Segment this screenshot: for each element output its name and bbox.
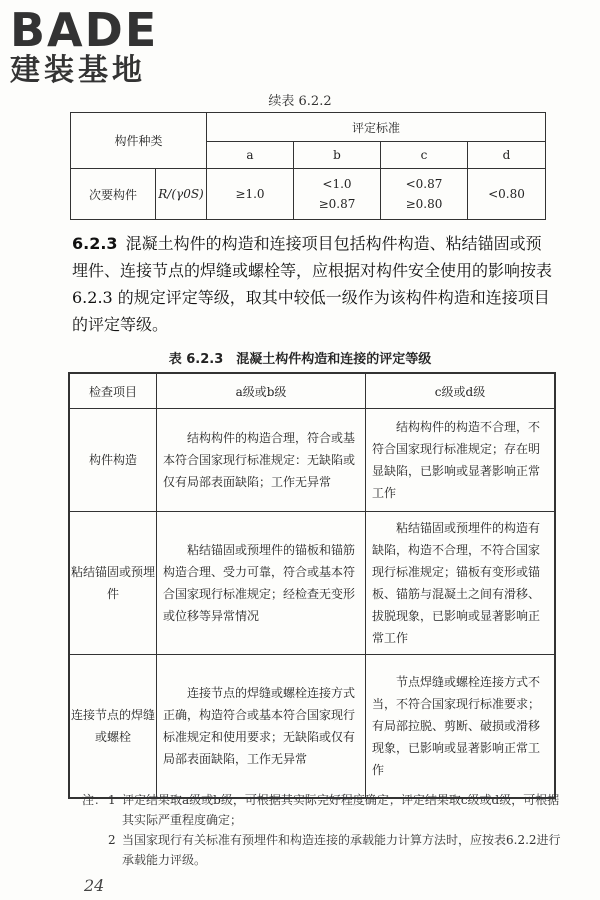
grade-ab-text: 粘结锚固或预埋件的锚板和锚筋构造合理、受力可靠，符合或基本符合国家现行标准规定；经检查无变形或位移等异常情况 <box>157 512 366 655</box>
header-check-item: 检查项目 <box>69 373 157 409</box>
brand-logo <box>10 3 180 88</box>
table2-caption: 表 6.2.3 混凝土构件构造和连接的评定等级 <box>168 352 432 367</box>
grade-a-header: a <box>207 142 294 169</box>
table1-caption: 续表 6.2.2 <box>268 94 332 109</box>
criteria-table <box>70 112 546 220</box>
grade-d-header: d <box>468 142 546 169</box>
grade-a-cell: ≥1.0 <box>207 169 294 220</box>
clause-text: 混凝土构件的构造和连接项目包括构件构造、粘结锚固或预埋件、连接节点的焊缝或螺栓等，应根据对构件安全使用的影响按表 6.2.3 的规定评定等级，取其中较低一级作为该构件构造和连接项目的评定等级。 <box>72 234 553 334</box>
grade-c-cell <box>381 169 468 220</box>
grade-b-cell <box>294 169 381 220</box>
grade-b-header: b <box>294 142 381 169</box>
header-grade-ab: a级或b级 <box>157 373 366 409</box>
check-item: 连接节点的焊缝或螺栓 <box>69 655 157 799</box>
grade-b-upper: <1.0 <box>322 177 352 191</box>
note-number: 1 <box>108 793 116 807</box>
header-grade-cd: c级或d级 <box>366 373 556 409</box>
grade-b-lower: ≥0.87 <box>318 197 356 211</box>
table-notes <box>82 790 562 870</box>
check-item: 构件构造 <box>69 409 157 512</box>
note-text: 评定结果取a级或b级，可根据其实际完好程度确定；评定结果取c级或d级，可根据其实际严重程度确定； <box>122 793 560 827</box>
grade-cd-text: 结构构件的构造不合理，不符合国家现行标准规定；存在明显缺陷，已影响或显著影响正常工作 <box>366 409 556 512</box>
note-item <box>82 830 562 870</box>
grade-cd-text: 粘结锚固或预埋件的构造有缺陷，构造不合理，不符合国家现行标准规定；锚板有变形或锚板、锚筋与混凝土之间有滑移、拔脱现象，已影响或显著影响正常工作 <box>366 512 556 655</box>
note-item <box>82 790 562 830</box>
table-row <box>69 512 555 655</box>
notes-label: 注： <box>82 793 107 807</box>
member-type-header: 构件种类 <box>71 113 207 169</box>
logo-subtitle: 建装基地 <box>10 53 146 88</box>
table-row <box>69 655 555 799</box>
grade-d-cell: <0.80 <box>468 169 546 220</box>
grade-ab-text: 结构构件的构造合理，符合或基本符合国家现行标准规定：无缺陷或仅有局部表面缺陷；工作无异常 <box>157 409 366 512</box>
grade-ab-text: 连接节点的焊缝或螺栓连接方式正确，构造符合或基本符合国家现行标准规定和使用要求；无缺陷或仅有局部表面缺陷，工作无异常 <box>157 655 366 799</box>
formula-cell: R/(γ0S) <box>156 169 207 220</box>
check-item: 粘结锚固或预埋件 <box>69 512 157 655</box>
note-number: 2 <box>108 833 116 847</box>
clause-number: 6.2.3 <box>72 234 118 253</box>
table-row <box>69 409 555 512</box>
logo-text: BADE <box>10 3 159 57</box>
grade-c-lower: ≥0.80 <box>405 197 443 211</box>
criteria-header: 评定标准 <box>207 113 546 142</box>
grade-c-upper: <0.87 <box>405 177 443 191</box>
grade-c-header: c <box>381 142 468 169</box>
page-number: 24 <box>84 876 105 895</box>
grading-table <box>68 372 556 799</box>
grade-cd-text: 节点焊缝或螺栓连接方式不当，不符合国家现行标准要求；有局部拉脱、剪断、破损或滑移现象，已影响或显著影响正常工作 <box>366 655 556 799</box>
note-text: 当国家现行有关标准有预埋件和构造连接的承载能力计算方法时，应按表6.2.2进行承载能力评级。 <box>122 833 561 867</box>
clause-paragraph <box>72 230 556 338</box>
member-type-cell: 次要构件 <box>71 169 156 220</box>
